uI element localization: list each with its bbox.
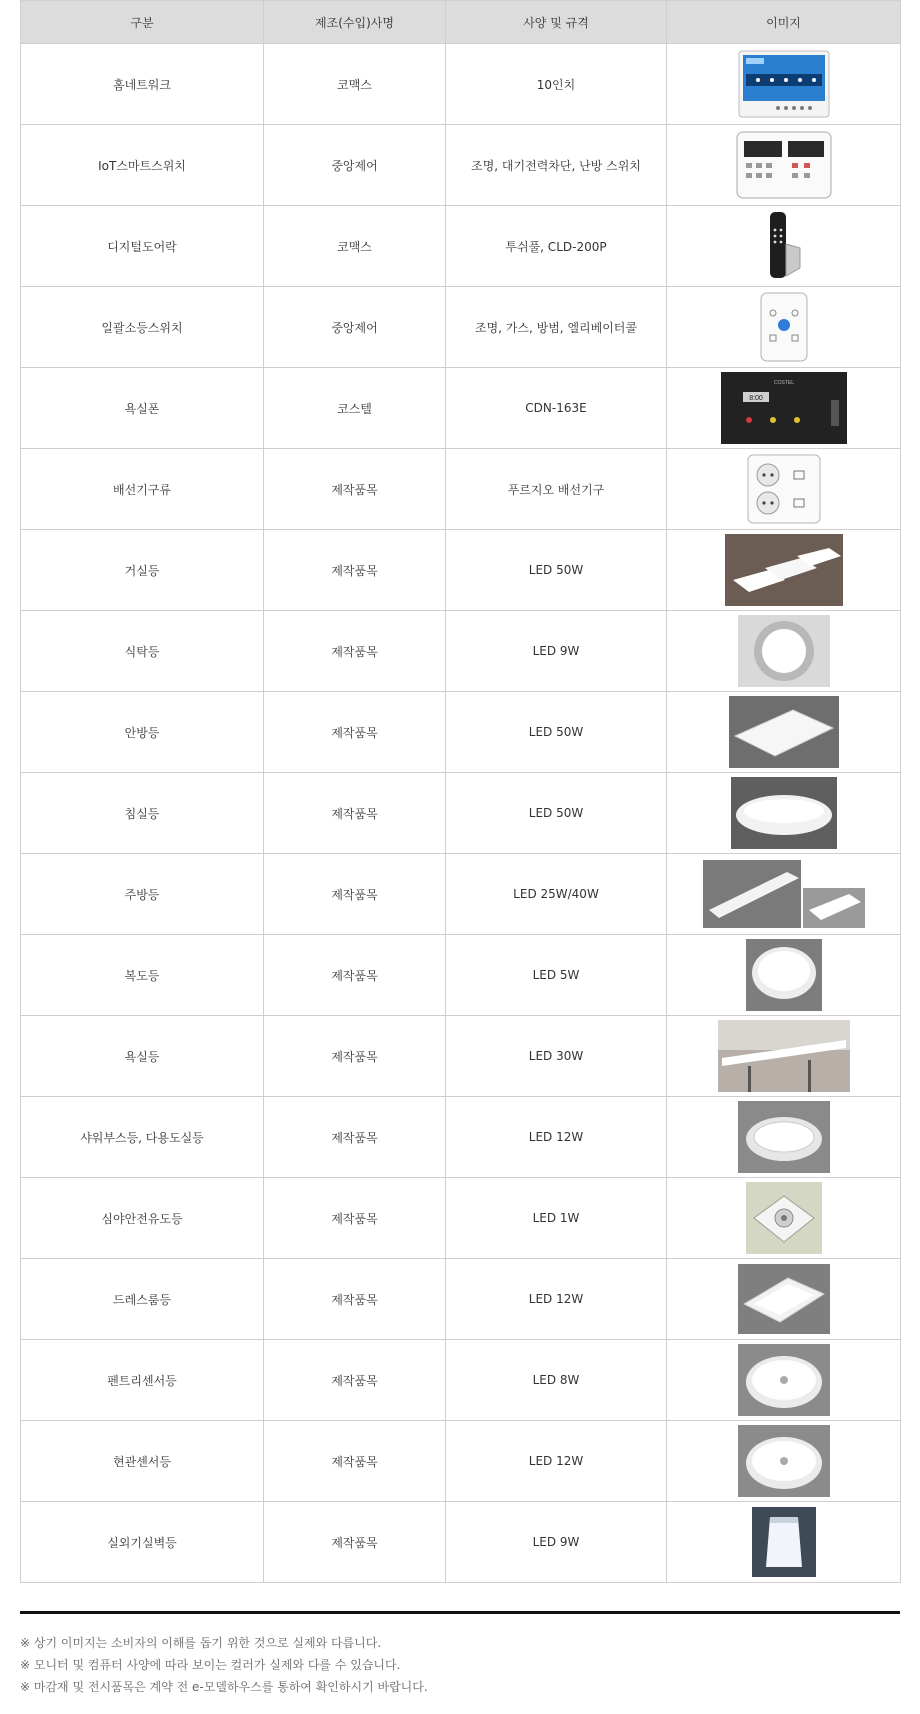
table-row xyxy=(21,692,901,773)
night-guide-light-image xyxy=(746,1182,822,1254)
note-line: ※ 모니터 및 컴퓨터 사양에 따라 보이는 컬러가 실제와 다를 수 있습니다. xyxy=(20,1658,401,1672)
cell-maker: 제작품목 xyxy=(264,1340,446,1421)
cell-spec: LED 9W xyxy=(446,611,667,692)
cell-image xyxy=(667,44,901,125)
cell-spec: LED 1W xyxy=(446,1178,667,1259)
cell-image xyxy=(667,1097,901,1178)
cell-maker: 제작품목 xyxy=(264,1097,446,1178)
header-spec: 사양 및 규격 xyxy=(446,1,667,44)
pantry-sensor-light-image xyxy=(738,1344,830,1416)
wall-pad-image xyxy=(738,50,830,118)
cell-maker: 제작품목 xyxy=(264,1178,446,1259)
table-header-row xyxy=(21,1,901,44)
note-line: ※ 상기 이미지는 소비자의 이해를 돕기 위한 것으로 실제와 다릅니다. xyxy=(20,1636,382,1650)
shower-light-image xyxy=(738,1101,830,1173)
cell-maker: 코맥스 xyxy=(264,206,446,287)
table-row xyxy=(21,287,901,368)
cell-maker: 중앙제어 xyxy=(264,287,446,368)
cell-image xyxy=(667,1421,901,1502)
cell-maker: 제작품목 xyxy=(264,773,446,854)
cell-category: 디지털도어락 xyxy=(21,206,264,287)
table-row xyxy=(21,611,901,692)
table-row xyxy=(21,530,901,611)
table-row xyxy=(21,44,901,125)
header-image: 이미지 xyxy=(667,1,901,44)
cell-image xyxy=(667,935,901,1016)
cell-maker: 제작품목 xyxy=(264,1016,446,1097)
cell-image xyxy=(667,611,901,692)
table-row xyxy=(21,935,901,1016)
bath-phone-clock: 8:00 xyxy=(748,395,763,402)
cell-image xyxy=(667,773,901,854)
cell-category: 욕실등 xyxy=(21,1016,264,1097)
cell-image xyxy=(667,692,901,773)
living-light-image xyxy=(725,534,843,606)
table-row xyxy=(21,1340,901,1421)
cell-image xyxy=(667,1259,901,1340)
table-row xyxy=(21,368,901,449)
note-line: ※ 마감재 및 전시품목은 계약 전 e-모델하우스를 통하여 확인하시기 바랍니다. xyxy=(20,1680,428,1694)
bath-phone-brand: COSTEL xyxy=(773,380,794,386)
cell-spec: CDN-163E xyxy=(446,368,667,449)
cell-spec: 10인치 xyxy=(446,44,667,125)
bath-phone-image xyxy=(721,372,847,444)
table-row xyxy=(21,1502,901,1583)
cell-maker: 제작품목 xyxy=(264,1421,446,1502)
table-row xyxy=(21,1259,901,1340)
cell-image xyxy=(667,1502,901,1583)
outdoor-wall-light-image xyxy=(752,1507,816,1577)
table-row xyxy=(21,125,901,206)
cell-category: 복도등 xyxy=(21,935,264,1016)
cell-maker: 제작품목 xyxy=(264,1259,446,1340)
table-row xyxy=(21,773,901,854)
spec-table xyxy=(20,0,901,1583)
cell-image xyxy=(667,368,901,449)
cell-maker: 제작품목 xyxy=(264,530,446,611)
cell-spec: LED 50W xyxy=(446,773,667,854)
cell-spec: LED 5W xyxy=(446,935,667,1016)
cell-category: 식탁등 xyxy=(21,611,264,692)
table-row xyxy=(21,1178,901,1259)
cell-category: 심야안전유도등 xyxy=(21,1178,264,1259)
cell-image xyxy=(667,854,901,935)
smart-switch-image xyxy=(736,131,832,199)
cell-image xyxy=(667,125,901,206)
cell-maker: 제작품목 xyxy=(264,854,446,935)
hallway-light-image xyxy=(746,939,822,1011)
cell-maker: 제작품목 xyxy=(264,935,446,1016)
cell-spec: LED 50W xyxy=(446,530,667,611)
header-category: 구분 xyxy=(21,1,264,44)
master-bedroom-light-image xyxy=(729,696,839,768)
cell-category: 안방등 xyxy=(21,692,264,773)
cell-spec: 푸르지오 배선기구 xyxy=(446,449,667,530)
header-maker: 제조(수입)사명 xyxy=(264,1,446,44)
cell-maker: 코스텔 xyxy=(264,368,446,449)
door-lock-image xyxy=(764,210,804,282)
cell-category: 홈네트워크 xyxy=(21,44,264,125)
table-row xyxy=(21,1097,901,1178)
bathroom-light-image xyxy=(718,1020,850,1092)
cell-category: 펜트리센서등 xyxy=(21,1340,264,1421)
cell-maker: 제작품목 xyxy=(264,692,446,773)
cell-category: IoT스마트스위치 xyxy=(21,125,264,206)
cell-image xyxy=(667,287,901,368)
dining-light-image xyxy=(738,615,830,687)
table-row xyxy=(21,1016,901,1097)
table-row xyxy=(21,854,901,935)
cell-image xyxy=(667,1340,901,1421)
cell-spec: 조명, 가스, 방범, 엘리베이터콜 xyxy=(446,287,667,368)
cell-maker: 제작품목 xyxy=(264,611,446,692)
cell-spec: LED 12W xyxy=(446,1097,667,1178)
cell-category: 현관센서등 xyxy=(21,1421,264,1502)
cell-maker: 코맥스 xyxy=(264,44,446,125)
cell-spec: LED 30W xyxy=(446,1016,667,1097)
cell-maker: 중앙제어 xyxy=(264,125,446,206)
cell-maker: 제작품목 xyxy=(264,1502,446,1583)
cell-category: 침실등 xyxy=(21,773,264,854)
outlet-image xyxy=(746,453,822,525)
cell-category: 샤워부스등, 다용도실등 xyxy=(21,1097,264,1178)
cell-image xyxy=(667,449,901,530)
cell-spec: LED 12W xyxy=(446,1421,667,1502)
table-row xyxy=(21,1421,901,1502)
cell-image xyxy=(667,206,901,287)
cell-category: 주방등 xyxy=(21,854,264,935)
dressroom-light-image xyxy=(738,1264,830,1334)
table-row xyxy=(21,449,901,530)
cell-spec: LED 25W/40W xyxy=(446,854,667,935)
bedroom-light-image xyxy=(731,777,837,849)
cell-category: 거실등 xyxy=(21,530,264,611)
cell-spec: LED 12W xyxy=(446,1259,667,1340)
cell-category: 실외기실벽등 xyxy=(21,1502,264,1583)
master-switch-image xyxy=(759,291,809,363)
cell-category: 드레스룸등 xyxy=(21,1259,264,1340)
cell-spec: LED 50W xyxy=(446,692,667,773)
cell-spec: LED 8W xyxy=(446,1340,667,1421)
disclaimer-notes xyxy=(20,1611,900,1698)
cell-image xyxy=(667,1016,901,1097)
table-row xyxy=(21,206,901,287)
kitchen-light-image xyxy=(703,858,865,930)
cell-spec: 조명, 대기전력차단, 난방 스위치 xyxy=(446,125,667,206)
cell-category: 일괄소등스위치 xyxy=(21,287,264,368)
entrance-sensor-light-image xyxy=(738,1425,830,1497)
cell-spec: LED 9W xyxy=(446,1502,667,1583)
cell-image xyxy=(667,530,901,611)
cell-category: 배선기구류 xyxy=(21,449,264,530)
cell-maker: 제작품목 xyxy=(264,449,446,530)
cell-spec: 투쉬풀, CLD-200P xyxy=(446,206,667,287)
spec-table-wrapper xyxy=(20,0,900,1583)
cell-image xyxy=(667,1178,901,1259)
cell-category: 욕실폰 xyxy=(21,368,264,449)
